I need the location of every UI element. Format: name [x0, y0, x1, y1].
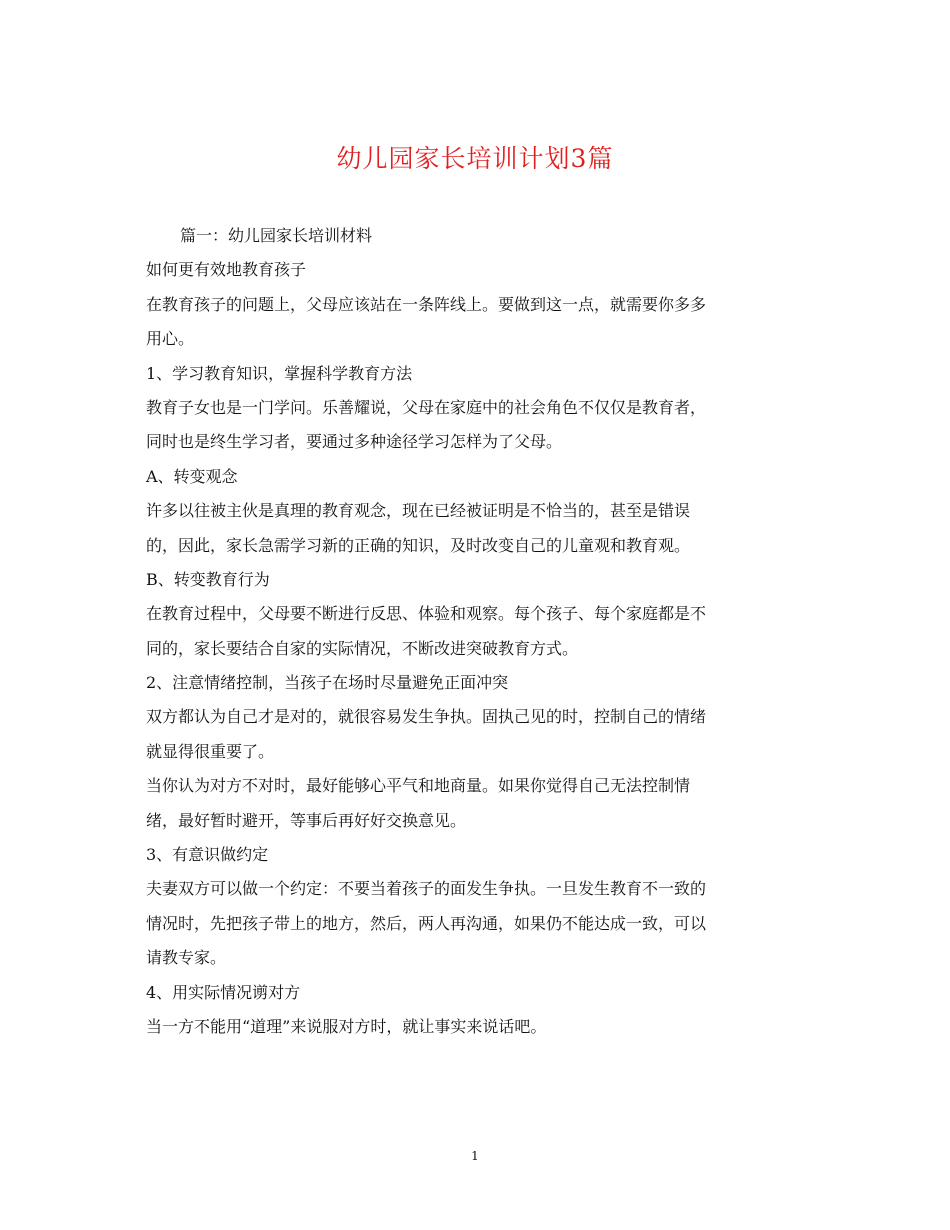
paragraph-line: 用心。 [146, 329, 195, 349]
list-heading: 4、用实际情况谫对方 [146, 982, 301, 1002]
paragraph-line: 情况时，先把孩子带上的地方，然后，两人再沟通，如果仍不能达成一致，可以 [146, 913, 707, 933]
paragraph-line: 教育子女也是一门学问。乐善耀说，父母在家庭中的社会角色不仅仅是教育者， [146, 397, 707, 417]
subheading: 如何更有效地教育孩子 [146, 260, 307, 280]
paragraph-line: 在教育过程中，父母要不断进行反思、体验和观察。每个孩子、每个家庭都是不 [146, 604, 707, 624]
paragraph-line: 的，因此，家长急需学习新的正确的知识，及时改变自己的儿童观和教育观。 [146, 535, 691, 555]
document-body [146, 219, 808, 1044]
list-heading: 1、学习教育知识，掌握科学教育方法 [146, 363, 413, 383]
paragraph-line: 同时也是终生学习者，要通过多种途径学习怎样为了父母。 [146, 432, 563, 452]
paragraph-line: 当你认为对方不对时，最好能够心平气和地商量。如果你觉得自己无法控制情 [146, 776, 691, 796]
paragraph-line: 在教育孩子的问题上，父母应该站在一条阵线上。要做到这一点，就需要你多多 [146, 294, 707, 314]
paragraph-line: 夫妻双方可以做一个约定：不要当着孩子的面发生争执。一旦发生教育不一致的 [146, 879, 707, 899]
paragraph-line: 许多以往被主伙是真理的教育观念，现在已经被证明是不恰当的，甚至是错误 [146, 501, 691, 521]
document-title: 幼儿园家长培训计划3篇 [336, 144, 614, 173]
subsection-heading: A、转变观念 [146, 466, 238, 486]
subsection-heading: B、转变教育行为 [146, 569, 270, 589]
paragraph-line: 请教专家。 [146, 948, 227, 968]
paragraph-line: 同的，家长要结合自家的实际情况，不断改进突破教育方式。 [146, 638, 579, 658]
paragraph-line: 就显得很重要了。 [146, 741, 275, 761]
paragraph-line: 双方都认为自己才是对的，就很容易发生争执。固执己见的时，控制自己的情绪 [146, 707, 707, 727]
list-heading: 2、注意情绪控制，当孩子在场时尽量避免正面冲突 [146, 673, 509, 693]
page-number: 1 [471, 1149, 479, 1163]
list-heading: 3、有意识做约定 [146, 845, 269, 865]
section-heading: 篇一：幼儿园家长培训材料 [180, 226, 373, 245]
paragraph-line: 绪，最好暂时避开，等事后再好好交换意见。 [146, 810, 467, 830]
paragraph-line: 当一方不能用“道理”来说服对方时，就让事实来说话吧。 [146, 1016, 547, 1036]
